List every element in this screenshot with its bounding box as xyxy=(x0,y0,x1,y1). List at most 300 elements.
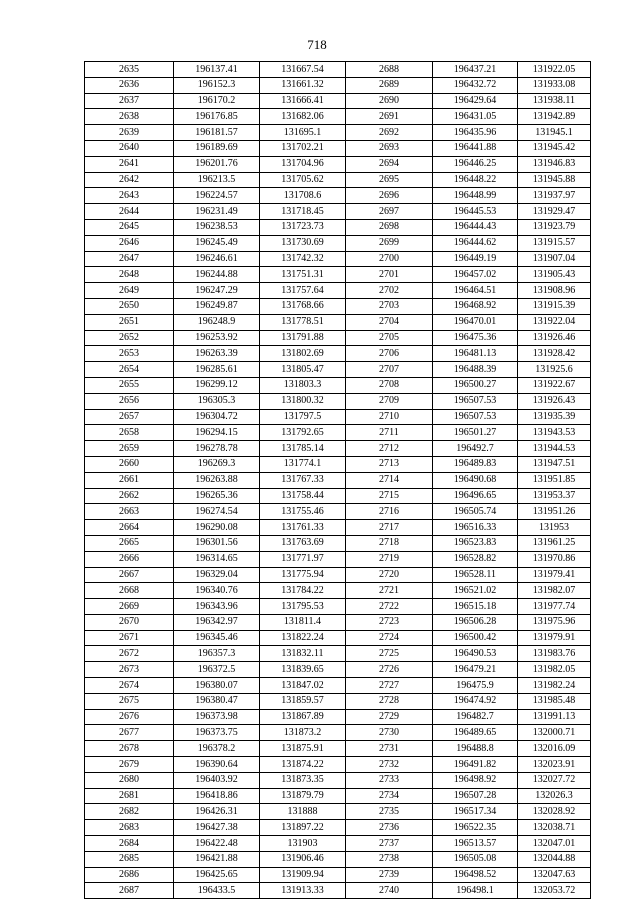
x-coordinate-left-cell: 196213.5 xyxy=(174,172,260,188)
table-row xyxy=(85,393,591,409)
page-number: 718 xyxy=(307,37,327,52)
table-row xyxy=(85,662,591,678)
x-coordinate-left-cell: 196269.3 xyxy=(174,456,260,472)
x-coordinate-right-cell: 196444.62 xyxy=(433,235,518,251)
point-number-left-cell: 2643 xyxy=(85,188,174,204)
point-number-right-cell: 2738 xyxy=(346,851,433,867)
y-coordinate-right-cell: 131953.37 xyxy=(518,488,591,504)
table-row xyxy=(85,772,591,788)
point-number-right-cell: 2693 xyxy=(346,140,433,156)
y-coordinate-right-cell: 131991.13 xyxy=(518,709,591,725)
point-number-left-cell: 2668 xyxy=(85,583,174,599)
y-coordinate-left-cell: 131822.24 xyxy=(260,630,346,646)
y-coordinate-right-cell: 131983.76 xyxy=(518,646,591,662)
x-coordinate-right-cell: 196521.02 xyxy=(433,583,518,599)
table-row xyxy=(85,330,591,346)
point-number-right-cell: 2689 xyxy=(346,77,433,93)
point-number-left-cell: 2649 xyxy=(85,283,174,299)
y-coordinate-right-cell: 131915.39 xyxy=(518,298,591,314)
x-coordinate-left-cell: 196247.29 xyxy=(174,283,260,299)
y-coordinate-left-cell: 131767.33 xyxy=(260,472,346,488)
point-number-right-cell: 2694 xyxy=(346,156,433,172)
x-coordinate-right-cell: 196468.92 xyxy=(433,298,518,314)
table-row xyxy=(85,93,591,109)
point-number-right-cell: 2703 xyxy=(346,298,433,314)
y-coordinate-right-cell: 132028.92 xyxy=(518,804,591,820)
y-coordinate-right-cell: 131945.1 xyxy=(518,125,591,141)
x-coordinate-left-cell: 196170.2 xyxy=(174,93,260,109)
x-coordinate-right-cell: 196449.19 xyxy=(433,251,518,267)
x-coordinate-left-cell: 196373.75 xyxy=(174,725,260,741)
point-number-left-cell: 2670 xyxy=(85,614,174,630)
x-coordinate-right-cell: 196516.33 xyxy=(433,520,518,536)
point-number-right-cell: 2711 xyxy=(346,425,433,441)
table-row xyxy=(85,140,591,156)
point-number-right-cell: 2714 xyxy=(346,472,433,488)
x-coordinate-left-cell: 196403.92 xyxy=(174,772,260,788)
table-row xyxy=(85,456,591,472)
x-coordinate-right-cell: 196492.7 xyxy=(433,441,518,457)
y-coordinate-right-cell: 131947.51 xyxy=(518,456,591,472)
x-coordinate-left-cell: 196357.3 xyxy=(174,646,260,662)
y-coordinate-left-cell: 131803.3 xyxy=(260,377,346,393)
point-number-right-cell: 2712 xyxy=(346,441,433,457)
x-coordinate-left-cell: 196152.3 xyxy=(174,77,260,93)
y-coordinate-right-cell: 131908.96 xyxy=(518,283,591,299)
point-number-left-cell: 2655 xyxy=(85,377,174,393)
point-number-left-cell: 2641 xyxy=(85,156,174,172)
point-number-left-cell: 2663 xyxy=(85,504,174,520)
table-row xyxy=(85,741,591,757)
x-coordinate-left-cell: 196181.57 xyxy=(174,125,260,141)
y-coordinate-right-cell: 132016.09 xyxy=(518,741,591,757)
y-coordinate-right-cell: 131945.42 xyxy=(518,140,591,156)
y-coordinate-right-cell: 131907.04 xyxy=(518,251,591,267)
x-coordinate-left-cell: 196176.85 xyxy=(174,109,260,125)
y-coordinate-left-cell: 131792.65 xyxy=(260,425,346,441)
x-coordinate-right-cell: 196489.65 xyxy=(433,725,518,741)
point-number-left-cell: 2635 xyxy=(85,62,174,78)
x-coordinate-left-cell: 196304.72 xyxy=(174,409,260,425)
point-number-right-cell: 2717 xyxy=(346,520,433,536)
table-row xyxy=(85,219,591,235)
point-number-right-cell: 2720 xyxy=(346,567,433,583)
y-coordinate-left-cell: 131867.89 xyxy=(260,709,346,725)
point-number-right-cell: 2724 xyxy=(346,630,433,646)
y-coordinate-right-cell: 131979.91 xyxy=(518,630,591,646)
x-coordinate-right-cell: 196507.53 xyxy=(433,409,518,425)
table-row xyxy=(85,362,591,378)
y-coordinate-right-cell: 131946.83 xyxy=(518,156,591,172)
y-coordinate-left-cell: 131859.57 xyxy=(260,693,346,709)
y-coordinate-left-cell: 131704.96 xyxy=(260,156,346,172)
point-number-right-cell: 2736 xyxy=(346,820,433,836)
point-number-right-cell: 2737 xyxy=(346,836,433,852)
x-coordinate-right-cell: 196445.53 xyxy=(433,204,518,220)
table-row xyxy=(85,188,591,204)
y-coordinate-right-cell: 131982.05 xyxy=(518,662,591,678)
x-coordinate-right-cell: 196475.9 xyxy=(433,678,518,694)
y-coordinate-right-cell: 131905.43 xyxy=(518,267,591,283)
point-number-right-cell: 2732 xyxy=(346,757,433,773)
y-coordinate-left-cell: 131873.35 xyxy=(260,772,346,788)
point-number-left-cell: 2654 xyxy=(85,362,174,378)
point-number-right-cell: 2716 xyxy=(346,504,433,520)
y-coordinate-right-cell: 131942.89 xyxy=(518,109,591,125)
y-coordinate-right-cell: 131935.39 xyxy=(518,409,591,425)
table-row xyxy=(85,267,591,283)
x-coordinate-left-cell: 196421.88 xyxy=(174,851,260,867)
x-coordinate-right-cell: 196500.27 xyxy=(433,377,518,393)
point-number-left-cell: 2672 xyxy=(85,646,174,662)
y-coordinate-left-cell: 131839.65 xyxy=(260,662,346,678)
y-coordinate-right-cell: 131951.85 xyxy=(518,472,591,488)
y-coordinate-left-cell: 131751.31 xyxy=(260,267,346,283)
point-number-right-cell: 2710 xyxy=(346,409,433,425)
x-coordinate-right-cell: 196507.28 xyxy=(433,788,518,804)
x-coordinate-left-cell: 196418.86 xyxy=(174,788,260,804)
x-coordinate-right-cell: 196491.82 xyxy=(433,757,518,773)
table-row xyxy=(85,314,591,330)
y-coordinate-right-cell: 131982.24 xyxy=(518,678,591,694)
y-coordinate-left-cell: 131874.22 xyxy=(260,757,346,773)
point-number-right-cell: 2715 xyxy=(346,488,433,504)
point-number-left-cell: 2669 xyxy=(85,599,174,615)
point-number-right-cell: 2731 xyxy=(346,741,433,757)
x-coordinate-right-cell: 196517.34 xyxy=(433,804,518,820)
point-number-right-cell: 2729 xyxy=(346,709,433,725)
point-number-right-cell: 2740 xyxy=(346,883,433,899)
point-number-right-cell: 2708 xyxy=(346,377,433,393)
y-coordinate-left-cell: 131758.44 xyxy=(260,488,346,504)
table-row xyxy=(85,535,591,551)
point-number-left-cell: 2644 xyxy=(85,204,174,220)
point-number-left-cell: 2638 xyxy=(85,109,174,125)
point-number-left-cell: 2680 xyxy=(85,772,174,788)
point-number-left-cell: 2685 xyxy=(85,851,174,867)
point-number-right-cell: 2739 xyxy=(346,867,433,883)
y-coordinate-right-cell: 131928.42 xyxy=(518,346,591,362)
point-number-left-cell: 2645 xyxy=(85,219,174,235)
point-number-left-cell: 2657 xyxy=(85,409,174,425)
point-number-left-cell: 2678 xyxy=(85,741,174,757)
y-coordinate-left-cell: 131795.53 xyxy=(260,599,346,615)
point-number-left-cell: 2636 xyxy=(85,77,174,93)
y-coordinate-left-cell: 131723.73 xyxy=(260,219,346,235)
y-coordinate-right-cell: 131975.96 xyxy=(518,614,591,630)
x-coordinate-left-cell: 196245.49 xyxy=(174,235,260,251)
y-coordinate-right-cell: 131923.79 xyxy=(518,219,591,235)
y-coordinate-right-cell: 131943.53 xyxy=(518,425,591,441)
y-coordinate-right-cell: 132047.01 xyxy=(518,836,591,852)
table-row xyxy=(85,599,591,615)
table-row xyxy=(85,172,591,188)
point-number-left-cell: 2658 xyxy=(85,425,174,441)
point-number-right-cell: 2701 xyxy=(346,267,433,283)
x-coordinate-left-cell: 196425.65 xyxy=(174,867,260,883)
x-coordinate-left-cell: 196189.69 xyxy=(174,140,260,156)
table-row xyxy=(85,551,591,567)
y-coordinate-left-cell: 131771.97 xyxy=(260,551,346,567)
y-coordinate-right-cell: 132038.71 xyxy=(518,820,591,836)
x-coordinate-left-cell: 196294.15 xyxy=(174,425,260,441)
y-coordinate-right-cell: 131951.26 xyxy=(518,504,591,520)
table-row xyxy=(85,377,591,393)
table-row xyxy=(85,851,591,867)
x-coordinate-right-cell: 196481.13 xyxy=(433,346,518,362)
point-number-right-cell: 2721 xyxy=(346,583,433,599)
point-number-right-cell: 2690 xyxy=(346,93,433,109)
x-coordinate-left-cell: 196278.78 xyxy=(174,441,260,457)
table-row xyxy=(85,646,591,662)
point-number-right-cell: 2730 xyxy=(346,725,433,741)
y-coordinate-right-cell: 131982.07 xyxy=(518,583,591,599)
y-coordinate-left-cell: 131755.46 xyxy=(260,504,346,520)
y-coordinate-left-cell: 131666.41 xyxy=(260,93,346,109)
y-coordinate-left-cell: 131847.02 xyxy=(260,678,346,694)
x-coordinate-left-cell: 196433.5 xyxy=(174,883,260,899)
x-coordinate-left-cell: 196253.92 xyxy=(174,330,260,346)
x-coordinate-right-cell: 196470.01 xyxy=(433,314,518,330)
y-coordinate-left-cell: 131811.4 xyxy=(260,614,346,630)
y-coordinate-right-cell: 131926.43 xyxy=(518,393,591,409)
y-coordinate-right-cell: 131938.11 xyxy=(518,93,591,109)
y-coordinate-right-cell: 132027.72 xyxy=(518,772,591,788)
y-coordinate-left-cell: 131913.33 xyxy=(260,883,346,899)
y-coordinate-left-cell: 131785.14 xyxy=(260,441,346,457)
x-coordinate-right-cell: 196437.21 xyxy=(433,62,518,78)
x-coordinate-left-cell: 196422.48 xyxy=(174,836,260,852)
x-coordinate-right-cell: 196528.82 xyxy=(433,551,518,567)
table-row xyxy=(85,441,591,457)
table-row xyxy=(85,757,591,773)
x-coordinate-left-cell: 196340.76 xyxy=(174,583,260,599)
y-coordinate-left-cell: 131730.69 xyxy=(260,235,346,251)
y-coordinate-left-cell: 131757.64 xyxy=(260,283,346,299)
x-coordinate-right-cell: 196441.88 xyxy=(433,140,518,156)
x-coordinate-left-cell: 196345.46 xyxy=(174,630,260,646)
y-coordinate-left-cell: 131775.94 xyxy=(260,567,346,583)
y-coordinate-left-cell: 131761.33 xyxy=(260,520,346,536)
y-coordinate-right-cell: 131929.47 xyxy=(518,204,591,220)
x-coordinate-left-cell: 196246.61 xyxy=(174,251,260,267)
point-number-right-cell: 2704 xyxy=(346,314,433,330)
point-number-left-cell: 2673 xyxy=(85,662,174,678)
x-coordinate-left-cell: 196342.97 xyxy=(174,614,260,630)
y-coordinate-left-cell: 131897.22 xyxy=(260,820,346,836)
table-row xyxy=(85,283,591,299)
point-number-right-cell: 2696 xyxy=(346,188,433,204)
table-row xyxy=(85,788,591,804)
x-coordinate-right-cell: 196479.21 xyxy=(433,662,518,678)
y-coordinate-right-cell: 131937.97 xyxy=(518,188,591,204)
x-coordinate-right-cell: 196429.64 xyxy=(433,93,518,109)
x-coordinate-left-cell: 196274.54 xyxy=(174,504,260,520)
y-coordinate-right-cell: 132047.63 xyxy=(518,867,591,883)
y-coordinate-left-cell: 131791.88 xyxy=(260,330,346,346)
point-number-left-cell: 2656 xyxy=(85,393,174,409)
y-coordinate-left-cell: 131784.22 xyxy=(260,583,346,599)
point-number-left-cell: 2652 xyxy=(85,330,174,346)
x-coordinate-right-cell: 196446.25 xyxy=(433,156,518,172)
point-number-right-cell: 2718 xyxy=(346,535,433,551)
x-coordinate-right-cell: 196500.42 xyxy=(433,630,518,646)
x-coordinate-right-cell: 196488.8 xyxy=(433,741,518,757)
point-number-right-cell: 2735 xyxy=(346,804,433,820)
point-number-right-cell: 2695 xyxy=(346,172,433,188)
y-coordinate-right-cell: 131922.05 xyxy=(518,62,591,78)
y-coordinate-left-cell: 131797.5 xyxy=(260,409,346,425)
y-coordinate-left-cell: 131802.69 xyxy=(260,346,346,362)
point-number-left-cell: 2646 xyxy=(85,235,174,251)
point-number-left-cell: 2686 xyxy=(85,867,174,883)
x-coordinate-right-cell: 196506.28 xyxy=(433,614,518,630)
y-coordinate-right-cell: 131933.08 xyxy=(518,77,591,93)
x-coordinate-left-cell: 196301.56 xyxy=(174,535,260,551)
y-coordinate-left-cell: 131708.6 xyxy=(260,188,346,204)
y-coordinate-left-cell: 131873.2 xyxy=(260,725,346,741)
x-coordinate-right-cell: 196457.02 xyxy=(433,267,518,283)
point-number-left-cell: 2675 xyxy=(85,693,174,709)
x-coordinate-left-cell: 196263.88 xyxy=(174,472,260,488)
y-coordinate-right-cell: 132023.91 xyxy=(518,757,591,773)
y-coordinate-left-cell: 131718.45 xyxy=(260,204,346,220)
point-number-left-cell: 2684 xyxy=(85,836,174,852)
table-row xyxy=(85,504,591,520)
x-coordinate-left-cell: 196231.49 xyxy=(174,204,260,220)
table-row xyxy=(85,630,591,646)
table-row xyxy=(85,235,591,251)
x-coordinate-left-cell: 196299.12 xyxy=(174,377,260,393)
x-coordinate-left-cell: 196290.08 xyxy=(174,520,260,536)
table-row xyxy=(85,520,591,536)
x-coordinate-left-cell: 196137.41 xyxy=(174,62,260,78)
point-number-right-cell: 2713 xyxy=(346,456,433,472)
x-coordinate-left-cell: 196390.64 xyxy=(174,757,260,773)
x-coordinate-right-cell: 196513.57 xyxy=(433,836,518,852)
x-coordinate-left-cell: 196285.61 xyxy=(174,362,260,378)
x-coordinate-left-cell: 196263.39 xyxy=(174,346,260,362)
y-coordinate-left-cell: 131805.47 xyxy=(260,362,346,378)
point-number-left-cell: 2653 xyxy=(85,346,174,362)
x-coordinate-right-cell: 196464.51 xyxy=(433,283,518,299)
x-coordinate-left-cell: 196329.04 xyxy=(174,567,260,583)
y-coordinate-right-cell: 131926.46 xyxy=(518,330,591,346)
table-row xyxy=(85,867,591,883)
point-number-left-cell: 2637 xyxy=(85,93,174,109)
x-coordinate-right-cell: 196435.96 xyxy=(433,125,518,141)
x-coordinate-left-cell: 196248.9 xyxy=(174,314,260,330)
point-number-left-cell: 2664 xyxy=(85,520,174,536)
x-coordinate-right-cell: 196505.74 xyxy=(433,504,518,520)
y-coordinate-right-cell: 131985.48 xyxy=(518,693,591,709)
y-coordinate-left-cell: 131903 xyxy=(260,836,346,852)
table-row xyxy=(85,62,591,78)
point-number-left-cell: 2660 xyxy=(85,456,174,472)
x-coordinate-left-cell: 196249.87 xyxy=(174,298,260,314)
y-coordinate-right-cell: 132044.88 xyxy=(518,851,591,867)
x-coordinate-left-cell: 196427.38 xyxy=(174,820,260,836)
point-number-right-cell: 2697 xyxy=(346,204,433,220)
table-row xyxy=(85,425,591,441)
x-coordinate-left-cell: 196372.5 xyxy=(174,662,260,678)
x-coordinate-right-cell: 196431.05 xyxy=(433,109,518,125)
table-row xyxy=(85,820,591,836)
point-number-right-cell: 2728 xyxy=(346,693,433,709)
x-coordinate-right-cell: 196501.27 xyxy=(433,425,518,441)
table-row xyxy=(85,298,591,314)
y-coordinate-left-cell: 131768.66 xyxy=(260,298,346,314)
x-coordinate-right-cell: 196505.08 xyxy=(433,851,518,867)
point-number-right-cell: 2725 xyxy=(346,646,433,662)
y-coordinate-left-cell: 131909.94 xyxy=(260,867,346,883)
table-row xyxy=(85,678,591,694)
point-number-left-cell: 2666 xyxy=(85,551,174,567)
point-number-right-cell: 2726 xyxy=(346,662,433,678)
y-coordinate-left-cell: 131742.32 xyxy=(260,251,346,267)
y-coordinate-left-cell: 131774.1 xyxy=(260,456,346,472)
table-row xyxy=(85,804,591,820)
point-number-right-cell: 2692 xyxy=(346,125,433,141)
y-coordinate-left-cell: 131695.1 xyxy=(260,125,346,141)
point-number-left-cell: 2648 xyxy=(85,267,174,283)
table-row xyxy=(85,204,591,220)
table-row xyxy=(85,156,591,172)
x-coordinate-right-cell: 196496.65 xyxy=(433,488,518,504)
y-coordinate-left-cell: 131667.54 xyxy=(260,62,346,78)
y-coordinate-right-cell: 131925.6 xyxy=(518,362,591,378)
x-coordinate-right-cell: 196475.36 xyxy=(433,330,518,346)
y-coordinate-right-cell: 131970.86 xyxy=(518,551,591,567)
x-coordinate-right-cell: 196482.7 xyxy=(433,709,518,725)
x-coordinate-left-cell: 196238.53 xyxy=(174,219,260,235)
x-coordinate-right-cell: 196474.92 xyxy=(433,693,518,709)
x-coordinate-left-cell: 196380.07 xyxy=(174,678,260,694)
x-coordinate-right-cell: 196507.53 xyxy=(433,393,518,409)
y-coordinate-left-cell: 131682.06 xyxy=(260,109,346,125)
y-coordinate-right-cell: 132000.71 xyxy=(518,725,591,741)
table-row xyxy=(85,346,591,362)
x-coordinate-left-cell: 196265.36 xyxy=(174,488,260,504)
y-coordinate-left-cell: 131705.62 xyxy=(260,172,346,188)
point-number-right-cell: 2698 xyxy=(346,219,433,235)
y-coordinate-left-cell: 131832.11 xyxy=(260,646,346,662)
y-coordinate-right-cell: 131922.67 xyxy=(518,377,591,393)
point-number-right-cell: 2733 xyxy=(346,772,433,788)
point-number-left-cell: 2659 xyxy=(85,441,174,457)
coordinates-table-body xyxy=(85,62,591,899)
table-row xyxy=(85,251,591,267)
point-number-left-cell: 2650 xyxy=(85,298,174,314)
table-row xyxy=(85,883,591,899)
y-coordinate-right-cell: 131953 xyxy=(518,520,591,536)
x-coordinate-right-cell: 196448.99 xyxy=(433,188,518,204)
x-coordinate-left-cell: 196380.47 xyxy=(174,693,260,709)
x-coordinate-right-cell: 196498.52 xyxy=(433,867,518,883)
y-coordinate-right-cell: 131961.25 xyxy=(518,535,591,551)
point-number-left-cell: 2647 xyxy=(85,251,174,267)
point-number-left-cell: 2651 xyxy=(85,314,174,330)
x-coordinate-right-cell: 196432.72 xyxy=(433,77,518,93)
point-number-left-cell: 2681 xyxy=(85,788,174,804)
x-coordinate-left-cell: 196426.31 xyxy=(174,804,260,820)
x-coordinate-right-cell: 196490.68 xyxy=(433,472,518,488)
point-number-left-cell: 2639 xyxy=(85,125,174,141)
point-number-right-cell: 2688 xyxy=(346,62,433,78)
x-coordinate-right-cell: 196489.83 xyxy=(433,456,518,472)
table-row xyxy=(85,77,591,93)
point-number-right-cell: 2700 xyxy=(346,251,433,267)
